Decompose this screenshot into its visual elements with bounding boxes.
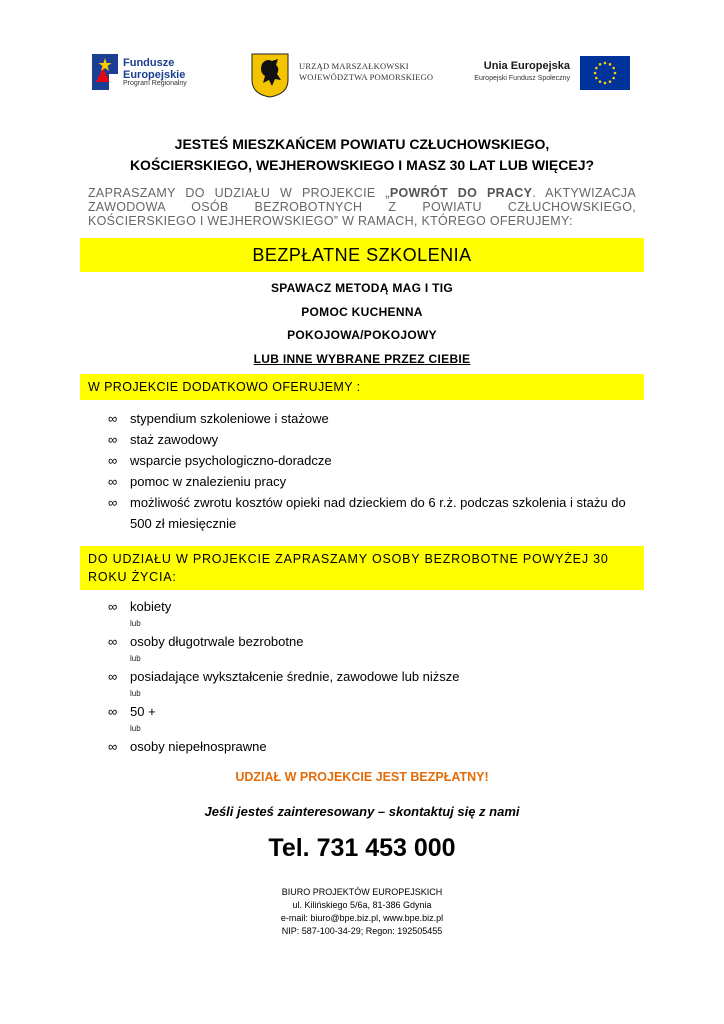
footer-address [80, 886, 644, 938]
infinity-bullet-icon: ∞ [108, 495, 118, 510]
ue-title: Unia Europejska [483, 60, 570, 72]
infinity-bullet-icon: ∞ [108, 474, 118, 489]
list-item: ∞ wsparcie psychologiczno-doradcze [108, 450, 648, 471]
infinity-bullet-icon: ∞ [108, 411, 118, 426]
infinity-bullet-icon: ∞ [108, 599, 118, 614]
infinity-bullet-icon: ∞ [108, 669, 118, 684]
list-item: ∞ staż zawodowy [108, 429, 648, 450]
headline: JESTEŚ MIESZKAŃCEM POWIATU CZŁUCHOWSKIEGO, KOŚCIERSKIEGO, WEJHEROWSKIEGO I MASZ 30 LAT LUB WIĘCEJ? [129, 136, 595, 173]
training-item: LUB INNE WYBRANE PRZEZ CIEBIE [253, 351, 471, 366]
list-item: ∞ posiadające wykształcenie średnie, zawodowe lub niższe [108, 669, 460, 684]
eu-star-icon [609, 63, 612, 66]
trainings-list [80, 280, 644, 374]
or-label: lub [130, 654, 141, 663]
list-item: ∞ możliwość zwrotu kosztów opieki nad dzieckiem do 6 r.ż. podczas szkolenia i stażu do 500 zł miesięcznie [108, 492, 648, 534]
fe-program: Program Regionalny [123, 80, 187, 87]
logo-strip [0, 50, 724, 110]
list-item: ∞ pomoc w znalezieniu pracy [108, 471, 648, 492]
list-item: ∞ 50 + [108, 704, 156, 719]
griffin-crest-icon [250, 52, 290, 98]
infinity-bullet-icon: ∞ [108, 739, 118, 754]
eu-star-icon [609, 80, 612, 83]
eu-star-icon [612, 67, 615, 70]
infinity-bullet-icon: ∞ [108, 634, 118, 649]
training-item: POMOC KUCHENNA [301, 304, 423, 319]
footer-street: ul. Kilińskiego 5/6a, 81-386 Gdynia [292, 900, 432, 910]
um-name: URZĄD MARSZAŁKOWSKI WOJEWÓDZTWA POMORSKIEGO [299, 61, 434, 82]
intro-paragraph: ZAPRASZAMY DO UDZIAŁU W PROJEKCIE „POWRÓT DO PRACY. AKTYWIZACJA ZAWODOWA OSÓB BEZROBOTNYCH Z POWIATU CZŁUCHOWSKIEGO, KOŚCIERSKIEGO I WEJHEROWSKIEGO” W RAMACH, KTÓREGO OFERUJEMY: [88, 186, 636, 228]
fundusze-star-icon [92, 54, 118, 90]
footer-org: BIURO PROJEKTÓW EUROPEJSKICH [281, 887, 443, 897]
free-participation-note: UDZIAŁ W PROJEKCIE JEST BEZPŁATNY! [235, 770, 489, 784]
ue-subtitle: Europejski Fundusz Społeczny [474, 75, 570, 82]
infinity-bullet-icon: ∞ [108, 704, 118, 719]
footer-tax-ids: NIP: 587-100-34-29; Regon: 192505455 [281, 926, 443, 936]
eu-star-icon [599, 63, 602, 66]
or-label: lub [130, 689, 141, 698]
infinity-bullet-icon: ∞ [108, 453, 118, 468]
offer-list [108, 408, 648, 534]
eu-flag-icon [580, 56, 630, 90]
list-item: ∞ kobiety [108, 599, 172, 614]
eu-star-icon [595, 67, 598, 70]
footer-email: e-mail: biuro@bpe.biz.pl, www.bpe.biz.pl [280, 913, 444, 923]
list-item: ∞ stypendium szkoleniowe i stażowe [108, 408, 648, 429]
training-item: POKOJOWA/POKOJOWY [287, 328, 437, 342]
or-label: lub [130, 724, 141, 733]
target-groups-list [108, 598, 648, 755]
trainings-banner: BEZPŁATNE SZKOLENIA [80, 238, 644, 272]
invite-banner: DO UDZIAŁU W PROJEKCIE ZAPRASZAMY OSOBY BEZROBOTNE POWYŻEJ 30 ROKU ŻYCIA: [80, 546, 644, 590]
eu-star-icon [604, 82, 607, 85]
list-item: ∞ osoby niepełnosprawne [108, 739, 267, 754]
or-label: lub [130, 619, 141, 628]
eu-star-icon [614, 72, 617, 75]
list-item: ∞ osoby długotrwale bezrobotne [108, 634, 304, 649]
phone-number: Tel. 731 453 000 [268, 834, 456, 862]
eu-star-icon [595, 77, 598, 80]
unia-europejska-logo [470, 56, 630, 96]
offer-banner: W PROJEKCIE DODATKOWO OFERUJEMY : [80, 374, 644, 400]
project-name: POWRÓT DO PRACY [389, 186, 533, 200]
eu-star-icon [594, 72, 597, 75]
eu-star-icon [604, 62, 607, 65]
eu-star-icon [612, 77, 615, 80]
fundusze-europejskie-logo [92, 50, 202, 100]
fe-name: Fundusze Europejskie [123, 57, 186, 81]
urzad-marszalkowski-logo [250, 52, 440, 102]
eu-star-icon [599, 80, 602, 83]
infinity-bullet-icon: ∞ [108, 432, 118, 447]
contact-note: Jeśli jesteś zainteresowany – skontaktuj się z nami [204, 804, 520, 819]
training-item: SPAWACZ METODĄ MAG I TIG [270, 281, 454, 295]
